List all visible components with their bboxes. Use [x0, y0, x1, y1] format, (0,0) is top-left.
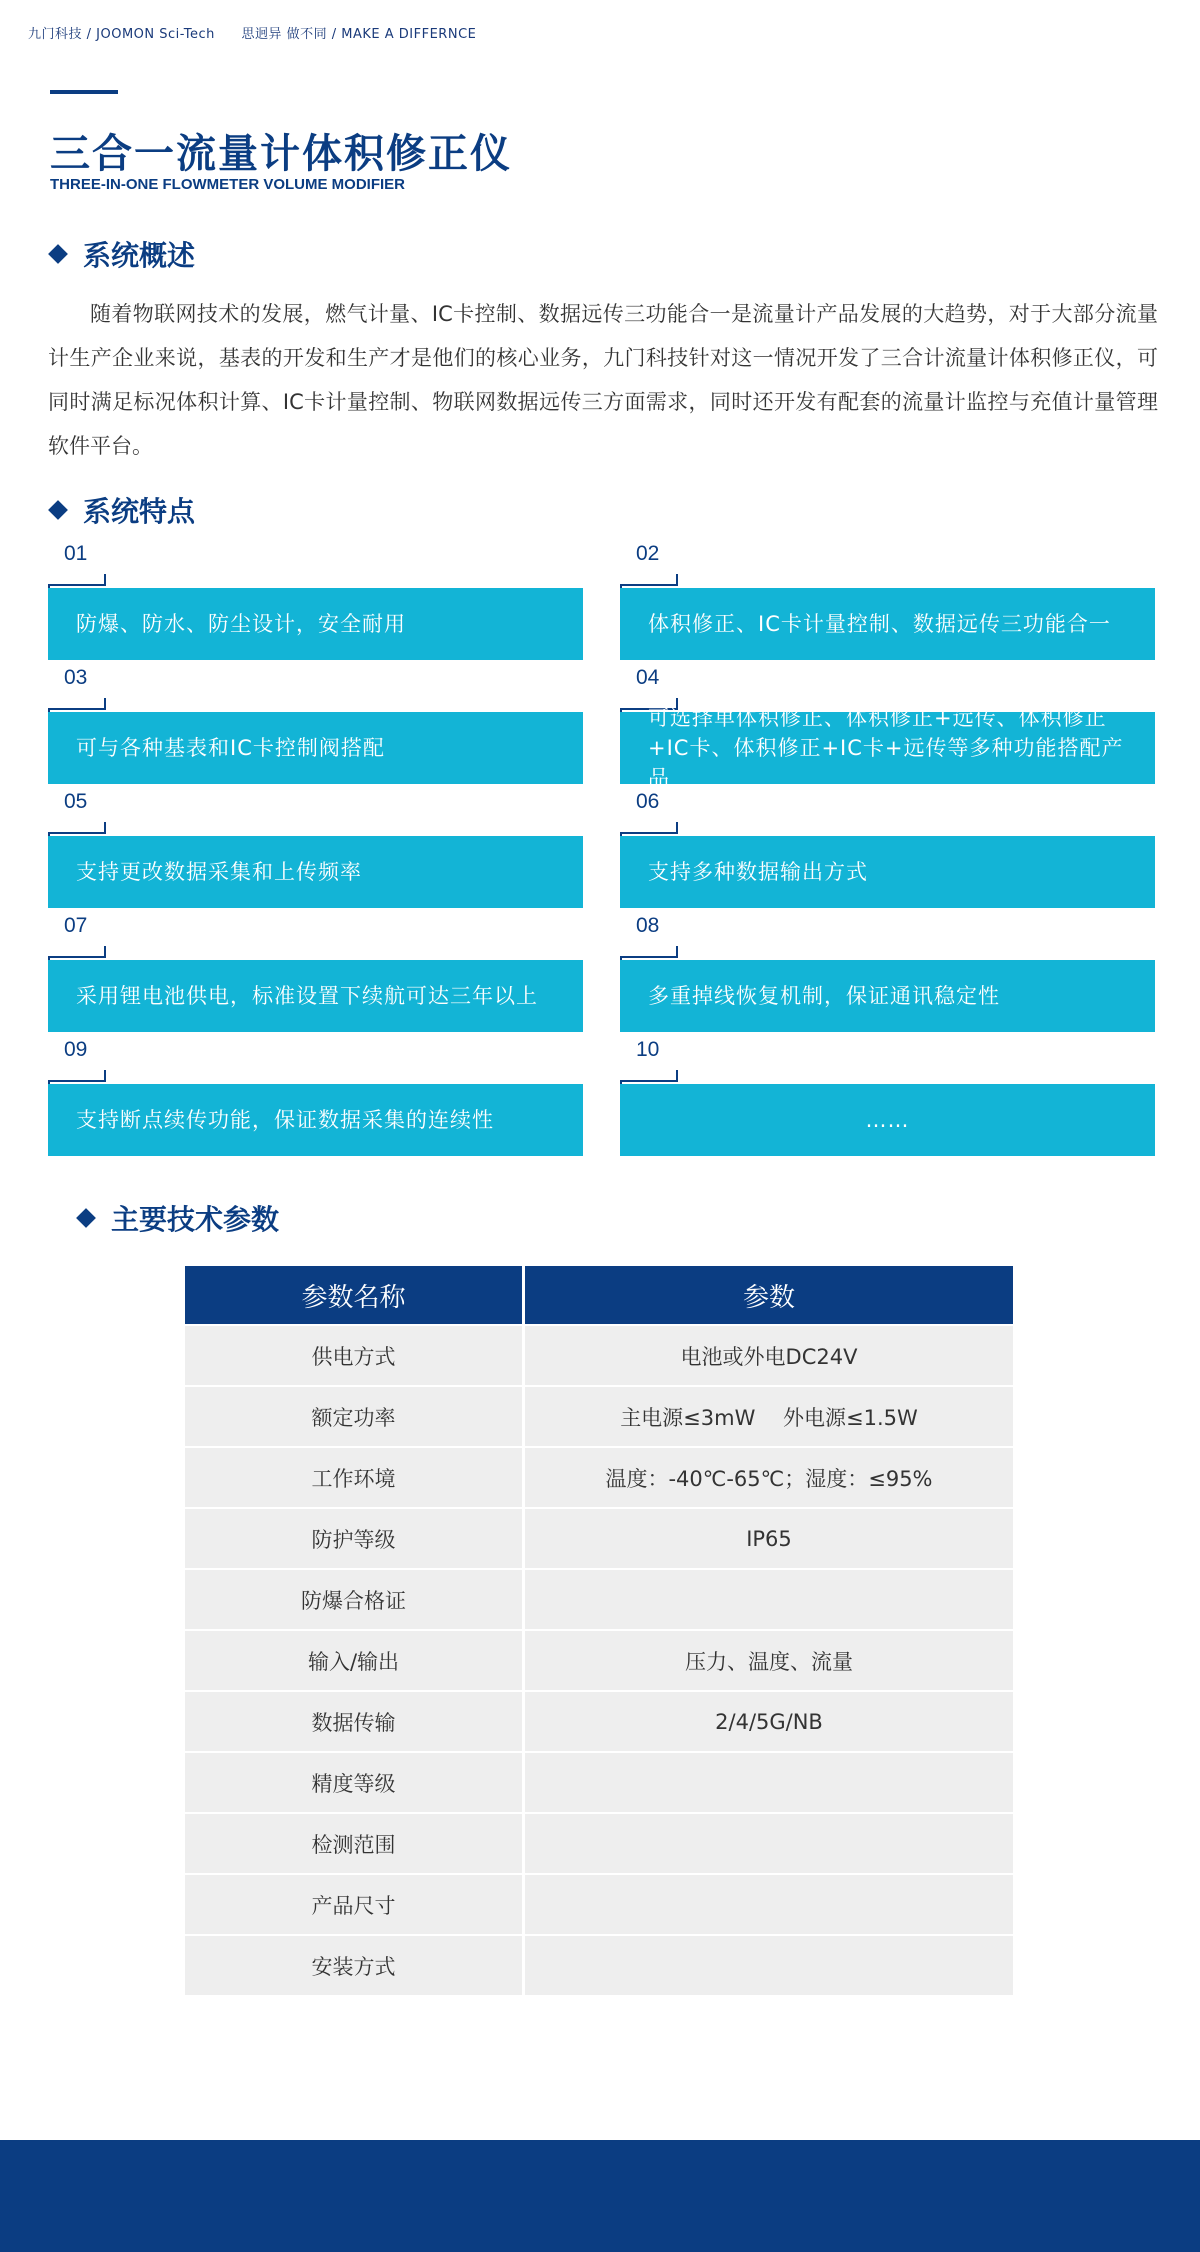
page-subtitle: THREE-IN-ONE FLOWMETER VOLUME MODIFIER [50, 176, 405, 193]
param-name-cell: 工作环境 [185, 1446, 525, 1507]
param-value-cell: 电池或外电DC24V [525, 1324, 1013, 1385]
table-row [185, 1873, 1013, 1934]
feature-text: 支持多种数据输出方式 [620, 836, 1155, 908]
feature-bracket [620, 822, 678, 834]
feature-item [48, 914, 583, 1032]
diamond-icon [48, 244, 68, 264]
feature-item [620, 1038, 1155, 1156]
feature-bracket [48, 1070, 106, 1082]
section-heading-features [48, 490, 195, 530]
feature-number: 04 [636, 666, 660, 689]
feature-item [48, 666, 583, 784]
table-row [185, 1934, 1013, 1995]
brand-text: 九门科技 / JOOMON Sci-Tech [28, 27, 215, 42]
feature-bracket [620, 574, 678, 586]
feature-item [620, 914, 1155, 1032]
table-row [185, 1568, 1013, 1629]
feature-number: 06 [636, 790, 660, 813]
feature-number: 05 [64, 790, 88, 813]
feature-number: 01 [64, 542, 88, 565]
param-value-cell [525, 1934, 1013, 1995]
section-heading-overview [48, 234, 195, 274]
feature-text: …… [620, 1084, 1155, 1156]
param-name-cell: 安装方式 [185, 1934, 525, 1995]
feature-bracket [48, 698, 106, 710]
feature-item [48, 542, 583, 660]
footer-band [0, 2140, 1200, 2252]
param-value-cell [525, 1751, 1013, 1812]
feature-number: 10 [636, 1038, 660, 1061]
param-name-cell: 防护等级 [185, 1507, 525, 1568]
param-value-cell: 温度：-40℃-65℃；湿度：≤95% [525, 1446, 1013, 1507]
table-row [185, 1507, 1013, 1568]
param-name-cell: 额定功率 [185, 1385, 525, 1446]
feature-item [620, 790, 1155, 908]
column-header-value: 参数 [525, 1266, 1013, 1324]
top-bar [28, 23, 476, 42]
param-name-cell: 数据传输 [185, 1690, 525, 1751]
feature-item [48, 790, 583, 908]
param-name-cell: 供电方式 [185, 1324, 525, 1385]
table-row [185, 1629, 1013, 1690]
page-title: 三合一流量计体积修正仪 [50, 131, 512, 177]
feature-number: 09 [64, 1038, 88, 1061]
feature-item [620, 542, 1155, 660]
feature-bracket [48, 946, 106, 958]
param-value-cell [525, 1873, 1013, 1934]
param-name-cell: 产品尺寸 [185, 1873, 525, 1934]
overview-heading: 系统概述 [83, 239, 196, 272]
feature-number: 08 [636, 914, 660, 937]
feature-text: 防爆、防水、防尘设计，安全耐用 [48, 588, 583, 660]
feature-bracket [620, 1070, 678, 1082]
feature-item [48, 1038, 583, 1156]
param-value-cell: 压力、温度、流量 [525, 1629, 1013, 1690]
diamond-icon [76, 1208, 96, 1228]
table-row [185, 1446, 1013, 1507]
section-heading-params [76, 1198, 279, 1238]
column-header-name: 参数名称 [185, 1266, 525, 1324]
param-value-cell [525, 1812, 1013, 1873]
param-name-cell: 检测范围 [185, 1812, 525, 1873]
feature-text: 可与各种基表和IC卡控制阀搭配 [48, 712, 583, 784]
table-row [185, 1751, 1013, 1812]
params-table [185, 1266, 1013, 1995]
params-table-body [185, 1324, 1013, 1995]
feature-number: 07 [64, 914, 88, 937]
feature-bracket [48, 574, 106, 586]
feature-number: 03 [64, 666, 88, 689]
param-name-cell: 精度等级 [185, 1751, 525, 1812]
features-heading: 系统特点 [83, 495, 196, 528]
feature-text: 体积修正、IC卡计量控制、数据远传三功能合一 [620, 588, 1155, 660]
feature-text: 支持断点续传功能，保证数据采集的连续性 [48, 1084, 583, 1156]
title-rule [50, 90, 118, 94]
table-row [185, 1324, 1013, 1385]
params-heading: 主要技术参数 [111, 1203, 280, 1236]
slogan-text: 思迥异 做不同 / MAKE A DIFFERNCE [241, 27, 477, 42]
diamond-icon [48, 500, 68, 520]
param-name-cell: 输入/输出 [185, 1629, 525, 1690]
param-value-cell: 主电源≤3mW 外电源≤1.5W [525, 1385, 1013, 1446]
feature-number: 02 [636, 542, 660, 565]
feature-item [620, 666, 1155, 790]
table-row [185, 1690, 1013, 1751]
feature-text: 采用锂电池供电，标准设置下续航可达三年以上 [48, 960, 583, 1032]
feature-text: 支持更改数据采集和上传频率 [48, 836, 583, 908]
table-header-row [185, 1266, 1013, 1324]
feature-bracket [620, 946, 678, 958]
table-row [185, 1812, 1013, 1873]
param-name-cell: 防爆合格证 [185, 1568, 525, 1629]
overview-paragraph: 随着物联网技术的发展，燃气计量、IC卡控制、数据远传三功能合一是流量计产品发展的大趋势，对于大部分流量计生产企业来说，基表的开发和生产才是他们的核心业务，九门科技针对这一情况开发了三合计流量计体积修正仪，可同时满足标况体积计算、IC卡计量控制、物联网数据远传三方面需求，同时还开发有配套的流量计监控与充值计量管理软件平台。 [48, 302, 1158, 458]
param-value-cell: 2/4/5G/NB [525, 1690, 1013, 1751]
feature-bracket [48, 822, 106, 834]
table-row [185, 1385, 1013, 1446]
feature-text: 可选择单体积修正、体积修正+远传、体积修正+IC卡、体积修正+IC卡+远传等多种功能搭配产品 [620, 712, 1155, 784]
feature-text: 多重掉线恢复机制，保证通讯稳定性 [620, 960, 1155, 1032]
param-value-cell [525, 1568, 1013, 1629]
param-value-cell: IP65 [525, 1507, 1013, 1568]
